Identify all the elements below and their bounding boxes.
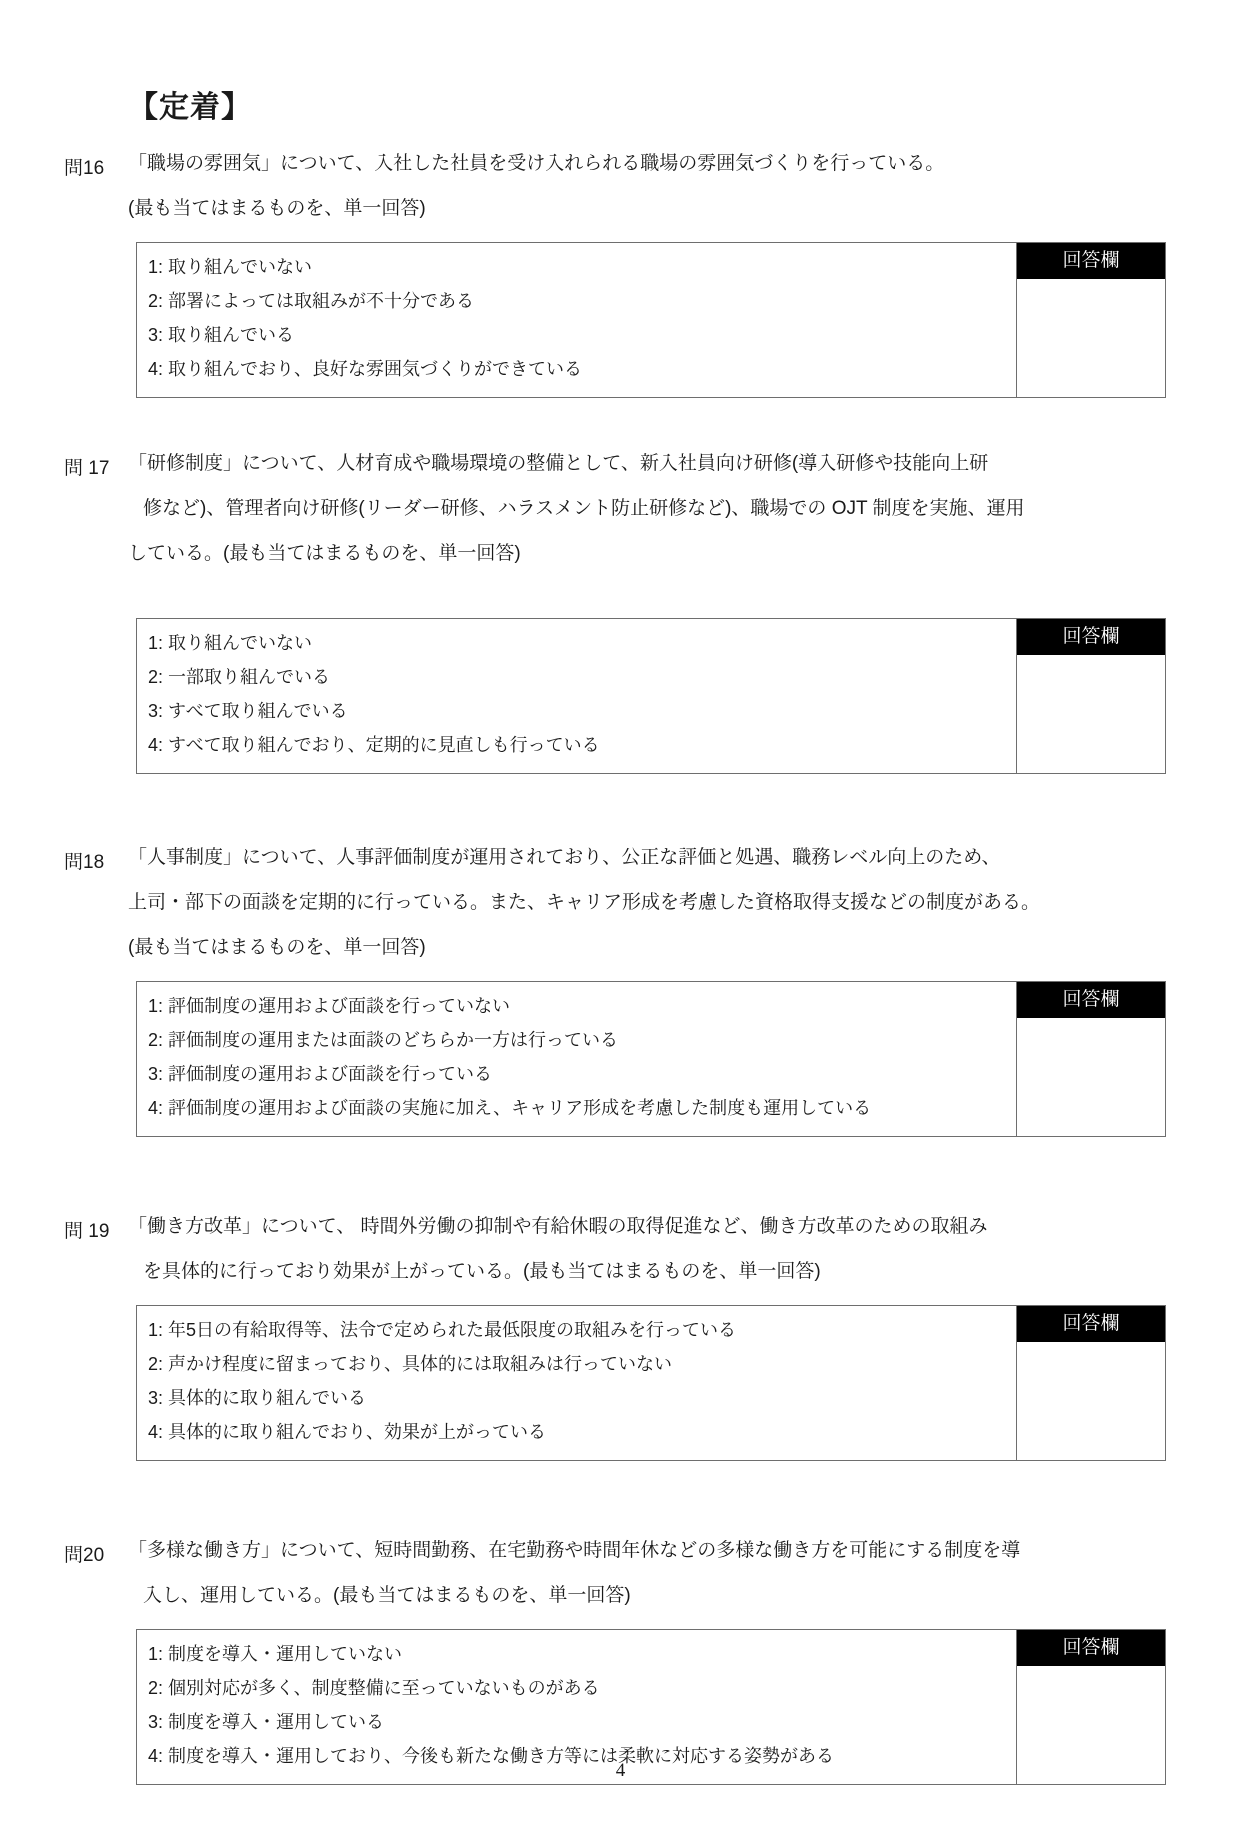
- answer-column: [1016, 619, 1165, 773]
- option-row: 4: 取り組んでおり、良好な雰囲気づくりができている: [148, 359, 583, 379]
- question-text-line: (最も当てはまるものを、単一回答): [128, 198, 426, 219]
- section-title: 【定着】: [128, 91, 252, 124]
- answer-column-header: 回答欄: [1017, 1630, 1165, 1666]
- answer-column: [1016, 1306, 1165, 1460]
- question-body: [128, 452, 1241, 774]
- options-table: [136, 242, 1166, 398]
- page-number: 4: [615, 1760, 626, 1781]
- answer-cell[interactable]: [1017, 279, 1165, 397]
- option-row: 3: 制度を導入・運用している: [148, 1712, 385, 1732]
- question-number: 問16: [64, 158, 105, 179]
- question-text-line: している。(最も当てはまるものを、単一回答): [128, 543, 521, 564]
- answer-cell[interactable]: [1017, 655, 1165, 773]
- options-list: [137, 1306, 1016, 1460]
- option-row: 4: 評価制度の運用および面談の実施に加え、キャリア形成を考慮した制度も運用している: [148, 1098, 872, 1118]
- option-row: 2: 評価制度の運用または面談のどちらか一方は行っている: [148, 1030, 619, 1050]
- option-row: 1: 取り組んでいない: [148, 633, 313, 653]
- question-text-line: 「職場の雰囲気」について、入社した社員を受け入れられる職場の雰囲気づくりを行っている。: [128, 153, 945, 174]
- question-body: [128, 1539, 1241, 1785]
- option-row: 4: すべて取り組んでおり、定期的に見直しも行っている: [148, 735, 600, 755]
- option-row: 3: 具体的に取り組んでいる: [148, 1388, 367, 1408]
- question-number: 問20: [64, 1545, 105, 1566]
- answer-column: [1016, 982, 1165, 1136]
- answer-column-header: 回答欄: [1017, 1306, 1165, 1342]
- option-row: 2: 個別対応が多く、制度整備に至っていないものがある: [148, 1678, 600, 1698]
- question-text-line: を具体的に行っており効果が上がっている。(最も当てはまるものを、単一回答): [143, 1261, 821, 1282]
- question-block-17: [0, 452, 1241, 774]
- answer-cell[interactable]: [1017, 1342, 1165, 1460]
- options-list: [137, 982, 1016, 1136]
- option-row: 2: 声かけ程度に留まっており、具体的には取組みは行っていない: [148, 1354, 673, 1374]
- question-text-line: 「研修制度」について、人材育成や職場環境の整備として、新入社員向け研修(導入研修や技能向上研: [128, 453, 989, 474]
- options-list: [137, 619, 1016, 773]
- option-row: 3: 評価制度の運用および面談を行っている: [148, 1064, 493, 1084]
- option-row: 4: 制度を導入・運用しており、今後も新たな働き方等には柔軟に対応する姿勢がある: [148, 1746, 835, 1766]
- question-text-line: 「人事制度」について、人事評価制度が運用されており、公正な評価と処遇、職務レベル向上のため、: [128, 847, 1001, 868]
- question-number: 問 17: [64, 458, 110, 479]
- option-row: 1: 年5日の有給取得等、法令で定められた最低限度の取組みを行っている: [148, 1320, 737, 1340]
- options-table: [136, 981, 1166, 1137]
- question-block-18: [0, 846, 1241, 1137]
- answer-column-header: 回答欄: [1017, 243, 1165, 279]
- option-row: 1: 取り組んでいない: [148, 257, 313, 277]
- options-table: [136, 618, 1166, 774]
- question-body: [128, 1215, 1241, 1461]
- option-row: 3: すべて取り組んでいる: [148, 701, 348, 721]
- question-block-19: [0, 1215, 1241, 1461]
- question-text-line: (最も当てはまるものを、単一回答): [128, 937, 426, 958]
- answer-column-header: 回答欄: [1017, 619, 1165, 655]
- option-row: 4: 具体的に取り組んでおり、効果が上がっている: [148, 1422, 547, 1442]
- question-text-line: 「多様な働き方」について、短時間勤務、在宅勤務や時間年休などの多様な働き方を可能にする制度を導: [128, 1540, 1021, 1561]
- answer-column-header: 回答欄: [1017, 982, 1165, 1018]
- document-page: [0, 82, 1241, 1837]
- question-body: [128, 846, 1241, 1137]
- answer-column: [1016, 243, 1165, 397]
- question-body: [128, 152, 1241, 398]
- options-list: [137, 243, 1016, 397]
- question-block-20: [0, 1539, 1241, 1785]
- option-row: 2: 一部取り組んでいる: [148, 667, 331, 687]
- option-row: 1: 制度を導入・運用していない: [148, 1644, 403, 1664]
- option-row: 2: 部署によっては取組みが不十分である: [148, 291, 475, 311]
- question-text-line: 「働き方改革」について、 時間外労働の抑制や有給休暇の取得促進など、働き方改革のための取組み: [128, 1216, 988, 1237]
- question-number: 問 19: [64, 1221, 110, 1242]
- question-number: 問18: [64, 852, 105, 873]
- answer-cell[interactable]: [1017, 1018, 1165, 1136]
- question-text-line: 入し、運用している。(最も当てはまるものを、単一回答): [143, 1585, 631, 1606]
- options-table: [136, 1305, 1166, 1461]
- question-text-line: 修など)、管理者向け研修(リーダー研修、ハラスメント防止研修など)、職場での OJT 制度を実施、運用: [143, 498, 1025, 519]
- question-block-16: [0, 152, 1241, 398]
- option-row: 3: 取り組んでいる: [148, 325, 295, 345]
- option-row: 1: 評価制度の運用および面談を行っていない: [148, 996, 511, 1016]
- question-text-line: 上司・部下の面談を定期的に行っている。また、キャリア形成を考慮した資格取得支援などの制度がある。: [128, 892, 1041, 913]
